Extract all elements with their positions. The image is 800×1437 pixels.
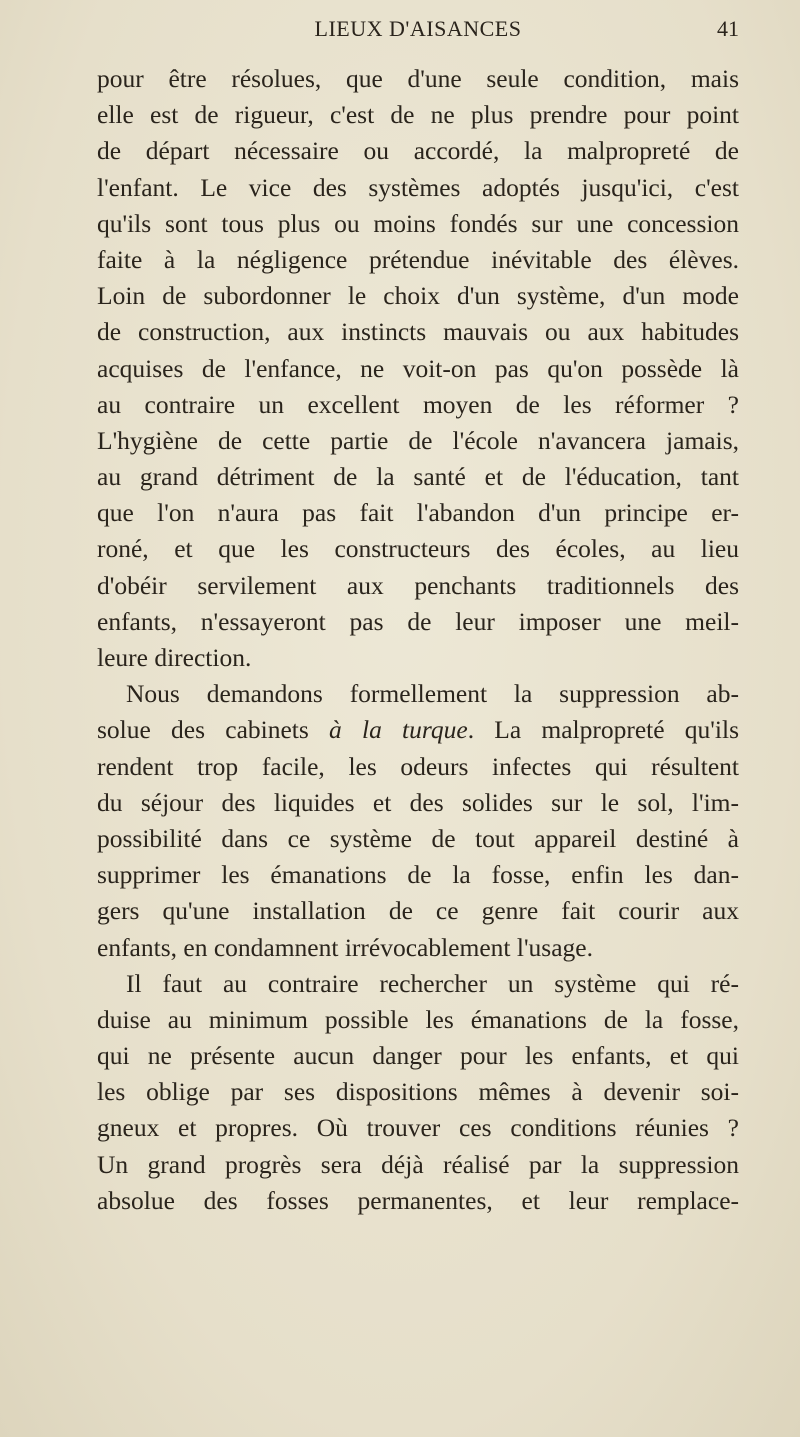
text-segment: . La malpropreté qu'ils bbox=[467, 715, 739, 745]
text-line: qui ne présente aucun danger pour les enfants, et qui bbox=[97, 1041, 739, 1071]
text-line: elle est de rigueur, c'est de ne plus prendre pour point bbox=[97, 100, 739, 130]
text-line-paragraph-start: Nous demandons formellement la suppression ab- bbox=[126, 679, 739, 709]
text-line: les oblige par ses dispositions mêmes à devenir soi- bbox=[97, 1077, 739, 1107]
text-line-mixed bbox=[97, 712, 739, 748]
text-line-paragraph-end: enfants, en condamnent irrévocablement l'usage. bbox=[97, 932, 593, 962]
text-segment: solue des cabinets bbox=[97, 715, 309, 745]
text-line: absolue des fosses permanentes, et leur remplace- bbox=[97, 1185, 739, 1215]
text-line: de départ nécessaire ou accordé, la malpropreté de bbox=[97, 136, 739, 166]
text-line: du séjour des liquides et des solides sur le sol, l'im- bbox=[97, 787, 739, 817]
page-number: 41 bbox=[717, 16, 739, 41]
running-head bbox=[97, 10, 739, 54]
text-line: gneux et propres. Où trouver ces conditions réunies ? bbox=[97, 1113, 739, 1143]
text-line: roné, et que les constructeurs des écoles, au lieu bbox=[97, 534, 739, 564]
text-line: que l'on n'aura pas fait l'abandon d'un principe er- bbox=[97, 498, 739, 528]
running-title: LIEUX D'AISANCES bbox=[314, 16, 522, 41]
text-line: faite à la négligence prétendue inévitable des élèves. bbox=[97, 244, 739, 274]
text-line-paragraph-end: leure direction. bbox=[97, 643, 252, 672]
text-line: au contraire un excellent moyen de les réformer ? bbox=[97, 389, 739, 419]
text-line: enfants, n'essayeront pas de leur imposer une meil- bbox=[97, 606, 739, 636]
text-line: qu'ils sont tous plus ou moins fondés sur une concession bbox=[97, 208, 739, 238]
text-line-paragraph-start: Il faut au contraire rechercher un système qui ré- bbox=[126, 968, 739, 998]
text-line: gers qu'une installation de ce genre fait courir aux bbox=[97, 896, 739, 926]
text-line: Loin de subordonner le choix d'un système, d'un mode bbox=[97, 281, 739, 311]
text-line: supprimer les émanations de la fosse, enfin les dan- bbox=[97, 860, 739, 890]
text-line: duise au minimum possible les émanations de la fosse, bbox=[97, 1004, 739, 1034]
text-line: au grand détriment de la santé et de l'éducation, tant bbox=[97, 462, 739, 492]
italic-term: à la turque bbox=[329, 715, 468, 745]
text-line: l'enfant. Le vice des systèmes adoptés jusqu'ici, c'est bbox=[97, 172, 739, 202]
text-line: rendent trop facile, les odeurs infectes qui résultent bbox=[97, 751, 739, 781]
text-line: Un grand progrès sera déjà réalisé par la suppression bbox=[97, 1149, 739, 1179]
text-line: d'obéir servilement aux penchants traditionnels des bbox=[97, 570, 739, 600]
text-line: L'hygiène de cette partie de l'école n'avancera jamais, bbox=[97, 425, 739, 455]
text-line: pour être résolues, que d'une seule condition, mais bbox=[97, 64, 739, 93]
text-line: de construction, aux instincts mauvais ou aux habitudes bbox=[97, 317, 739, 347]
text-line: possibilité dans ce système de tout appareil destiné à bbox=[97, 823, 739, 853]
text-line: acquises de l'enfance, ne voit-on pas qu'on possède là bbox=[97, 353, 739, 383]
body-text bbox=[97, 61, 739, 1219]
